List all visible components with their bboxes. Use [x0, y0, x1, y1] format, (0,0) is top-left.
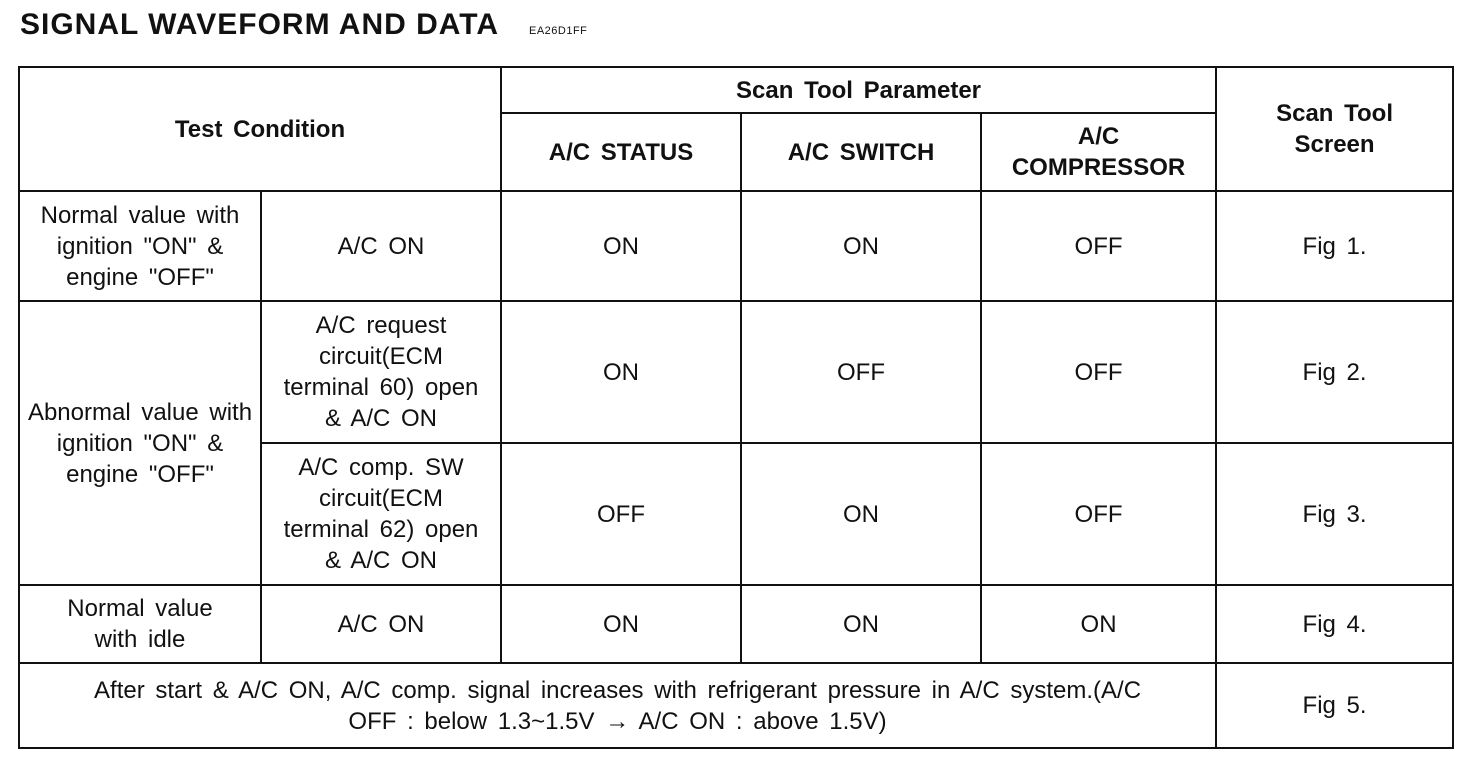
scan-tool-screen-value: Fig 3.: [1216, 443, 1453, 585]
header-scan-tool-parameter: Scan Tool Parameter: [501, 67, 1216, 113]
ac-compressor-value: OFF: [981, 443, 1216, 585]
header-ac-switch: A/C SWITCH: [741, 113, 981, 191]
table-row: [19, 301, 1453, 443]
ac-status-value: ON: [501, 585, 741, 663]
table-row: [19, 663, 1453, 748]
scan-tool-screen-value: Fig 1.: [1216, 191, 1453, 301]
table-row: [19, 585, 1453, 663]
ac-status-value: ON: [501, 301, 741, 443]
header-row-top: [19, 67, 1453, 113]
header-test-condition: Test Condition: [19, 67, 501, 191]
row-group-label: Normal value with idle: [19, 585, 261, 663]
ac-switch-value: ON: [741, 585, 981, 663]
ac-switch-value: ON: [741, 443, 981, 585]
signal-data-table: [18, 66, 1454, 749]
ac-compressor-value: OFF: [981, 191, 1216, 301]
header-ac-status: A/C STATUS: [501, 113, 741, 191]
row-condition: A/C comp. SW circuit(ECM terminal 62) open & A/C ON: [261, 443, 501, 585]
row-condition: A/C request circuit(ECM terminal 60) open & A/C ON: [261, 301, 501, 443]
header-scan-tool-screen: Scan Tool Screen: [1216, 67, 1453, 191]
ac-status-value: OFF: [501, 443, 741, 585]
ac-switch-value: OFF: [741, 301, 981, 443]
row-group-label: Abnormal value with ignition "ON" & engine "OFF": [19, 301, 261, 585]
row-condition: A/C ON: [261, 585, 501, 663]
table-row: [19, 191, 1453, 301]
ac-compressor-value: OFF: [981, 301, 1216, 443]
page-heading: [20, 8, 587, 42]
row-condition: A/C ON: [261, 191, 501, 301]
ac-status-value: ON: [501, 191, 741, 301]
header-ac-compressor: A/C COMPRESSOR: [981, 113, 1216, 191]
page-title: SIGNAL WAVEFORM AND DATA: [20, 8, 499, 41]
scan-tool-screen-value: Fig 5.: [1216, 663, 1453, 748]
document-code: EA26D1FF: [528, 25, 588, 37]
scan-tool-screen-value: Fig 2.: [1216, 301, 1453, 443]
ac-compressor-value: ON: [981, 585, 1216, 663]
row-group-label: Normal value with ignition "ON" & engine "OFF": [19, 191, 261, 301]
ac-switch-value: ON: [741, 191, 981, 301]
scan-tool-screen-value: Fig 4.: [1216, 585, 1453, 663]
note-text: After start & A/C ON, A/C comp. signal increases with refrigerant pressure in A/C system.(A/C OFF : below 1.3~1.5V → A/C ON : above 1.5V): [19, 663, 1216, 748]
